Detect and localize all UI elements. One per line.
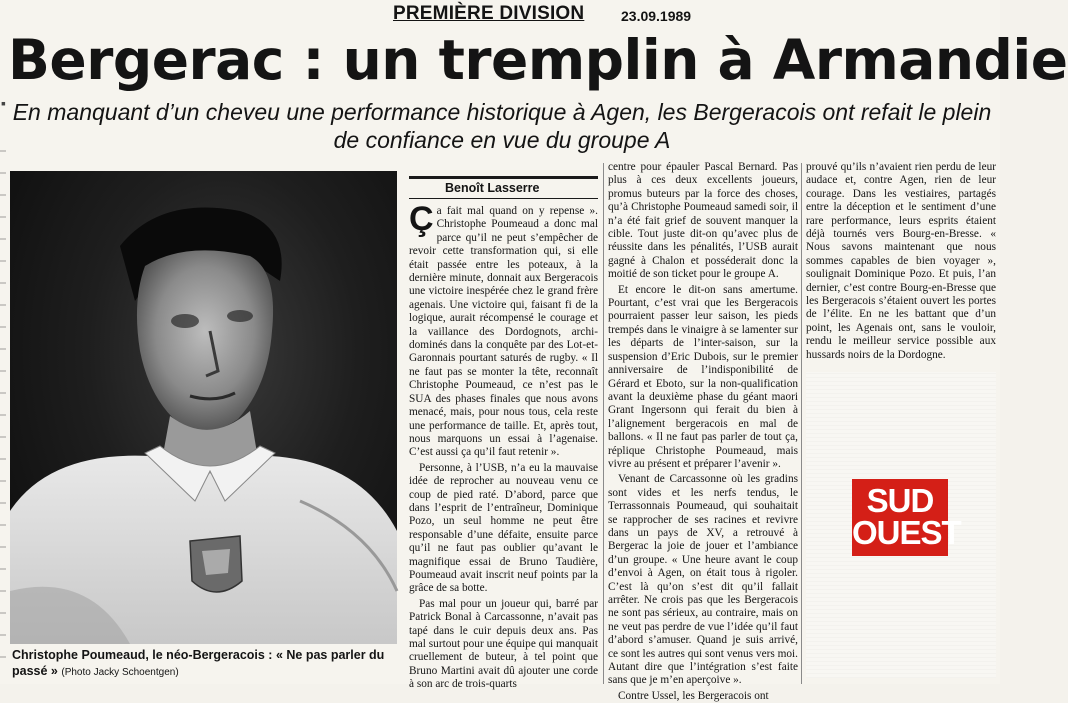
deck-line-1: En manquant d’un cheveu une performance historique à Agen, les Bergeracois ont refait le plein <box>12 99 992 125</box>
scan-edge-marks <box>0 150 6 670</box>
player-portrait-drawing <box>10 171 397 644</box>
article-column-3 <box>806 161 996 366</box>
logo-line-2: OUEST <box>852 514 961 551</box>
byline-rule <box>409 176 598 179</box>
article-paragraph: Et encore le dit-on sans amertume. Pourtant, c’est vrai que les Bergeracois pourraient passer leur saison, les pieds trempés dans le vinaigre à se lamenter sur les départs de l’inter-saison, sur la suspension d’Eric Dubois, sur le premier anniversaire de l’indisponibilité de Gérard et Eboto, sur la non-qualification avant la deuxième phase du géant maori Grant Ingersonn qui ferait du bien à l’alignement bergeracois en mal de ballons. « Il ne faut pas parler de tout ça, réplique Christophe Poumeaud, mais vivre au présent et préparer l’avenir ». <box>608 283 798 470</box>
deck <box>12 98 992 154</box>
photo-caption <box>12 647 397 681</box>
article-paragraph: Contre Ussel, les Bergeracois ont <box>618 689 769 702</box>
article-paragraph: Personne, à l’USB, n’a eu la mauvaise idée de reprocher au nouveau venu ce coup de pied raté. D’abord, parce que dans l’esprit de l’entraîneur, Dominique Pozo, un seul homme ne peut être responsable d’une défaite, ensuite parce qu’il ne faut pas oublier qu’avant le magnifique essai de Bruno Taudière, Poumeaud avait inscrit neuf points par la grâce de sa botte. <box>409 461 598 595</box>
article-paragraph: Pas mal pour un joueur qui, barré par Patrick Bonal à Carcassonne, n’avait pas tapé dans le cuir depuis deux ans. Pas mal surtout pour une équipe qui manquait cruellement de buteur, à tel point que Bruno Martini avait dû ajouter une corde à son arc de trois-quarts <box>409 597 598 691</box>
player-photo <box>10 171 397 644</box>
paragraph-text: a fait mal quand on y repense ». Christophe Poumeaud a donc mal parce qu’il ne peut s’empêcher de revoir cette transformation qui, si elle était passée entre les poteaux, à la dernière minute, donnait aux Bergeracois une victoire inespérée chez le grand frère agenais. Une victoire qui, faisant fi de la logique, aurait récompensé le courage et la vaillance des Dordognots, archi-dominés dans la conquête par des Lot-et-Garonnais pourtant saturés de rugby. « Il ne faut pas se monter la tête, reconnaît Christophe Poumeaud, ce n’est pas le SUA des phases finales que nous avons menacé, mais, pour nous tous, cela reste une performance de taille. Et, après tout, nous marquons un essai à l’agenaise. C’est aussi ça qu’il faut retenir ». <box>409 205 598 459</box>
deck-line-2: de confiance en vue du groupe A <box>333 127 671 153</box>
article-paragraph <box>409 200 598 460</box>
bullet-marker: ▪ <box>1 95 6 111</box>
column-rule <box>801 163 802 684</box>
photo-credit: (Photo Jacky Schoentgen) <box>61 667 179 678</box>
article-column-2 <box>608 161 798 702</box>
article-column-1 <box>409 200 598 691</box>
section-kicker: PREMIÈRE DIVISION <box>393 3 585 24</box>
publication-date: 23.09.1989 <box>621 8 692 24</box>
article-paragraph: Venant de Carcassonne où les gradins sont vides et les nerfs tendus, le Terrassonnais Poumeaud, qui souhaitait se rapprocher de ses racines et revivre dans un pays de XV, a retrouvé à Bergerac la joie de jouer et l’ambiance d’un groupe. « Une heure avant le coup d’envoi à Agen, on était tous à rigoler. C’est là qu’on s’est dit qu’il fallait arrêter. Ne crois pas que les Bergeracois ne sont pas sérieux, au contraire, mais on ne veut pas perdre de vue l’idée qu’il faut d’abord s’amuser. Quand je suis arrivé, ce sont les autres qui sont venus vers moi. Autant dire que l’intégration s’est faite sans que je m’en aperçoive ». <box>608 473 798 687</box>
byline: Benoît Lasserre <box>409 181 598 199</box>
article-paragraph: centre pour épauler Pascal Bernard. Pas plus à ces deux excellents joueurs, promus buteurs par la force des choses, qu’à Christophe Poumeaud samedi soir, il n’a été fait grief de souvent manquer la cible. Tout juste dit-on qu’avec plus de réussite dans les pénalités, l’USB aurait gagné à Chalon et posséderait donc la moitié de son ticket pour le groupe A. <box>608 161 798 281</box>
column-rule <box>603 163 604 684</box>
logo-line-1: SUD <box>866 482 934 519</box>
drop-cap: Ç <box>409 200 434 238</box>
sud-ouest-logo <box>852 479 961 556</box>
caption-text: Christophe Poumeaud, le néo-Bergeracois : « Ne pas parler du passé » <box>12 648 385 678</box>
headline: Bergerac : un tremplin à Armandie <box>8 28 1068 92</box>
article-paragraph: prouvé qu’ils n’avaient rien perdu de leur audace et, contre Agen, rien de leur courage. Dans les vestiaires, partagés entre la déception et le sentiment d’une rare performance, leurs esprits étaient déjà tournés vers Bourg-en-Bresse. « Nous savons maintenant que nous sommes capables de bien voyager », soulignait Dominique Pozo. Et puis, l’an dernier, c’est contre Bourg-en-Bresse que les Bergeracois s’étaient ouvert les portes de l’élite. En ne les battant que d’un point, les Agenais ont, sans le vouloir, rendu le meilleur service possible aux hussards noirs de la Dordogne. <box>806 161 996 361</box>
